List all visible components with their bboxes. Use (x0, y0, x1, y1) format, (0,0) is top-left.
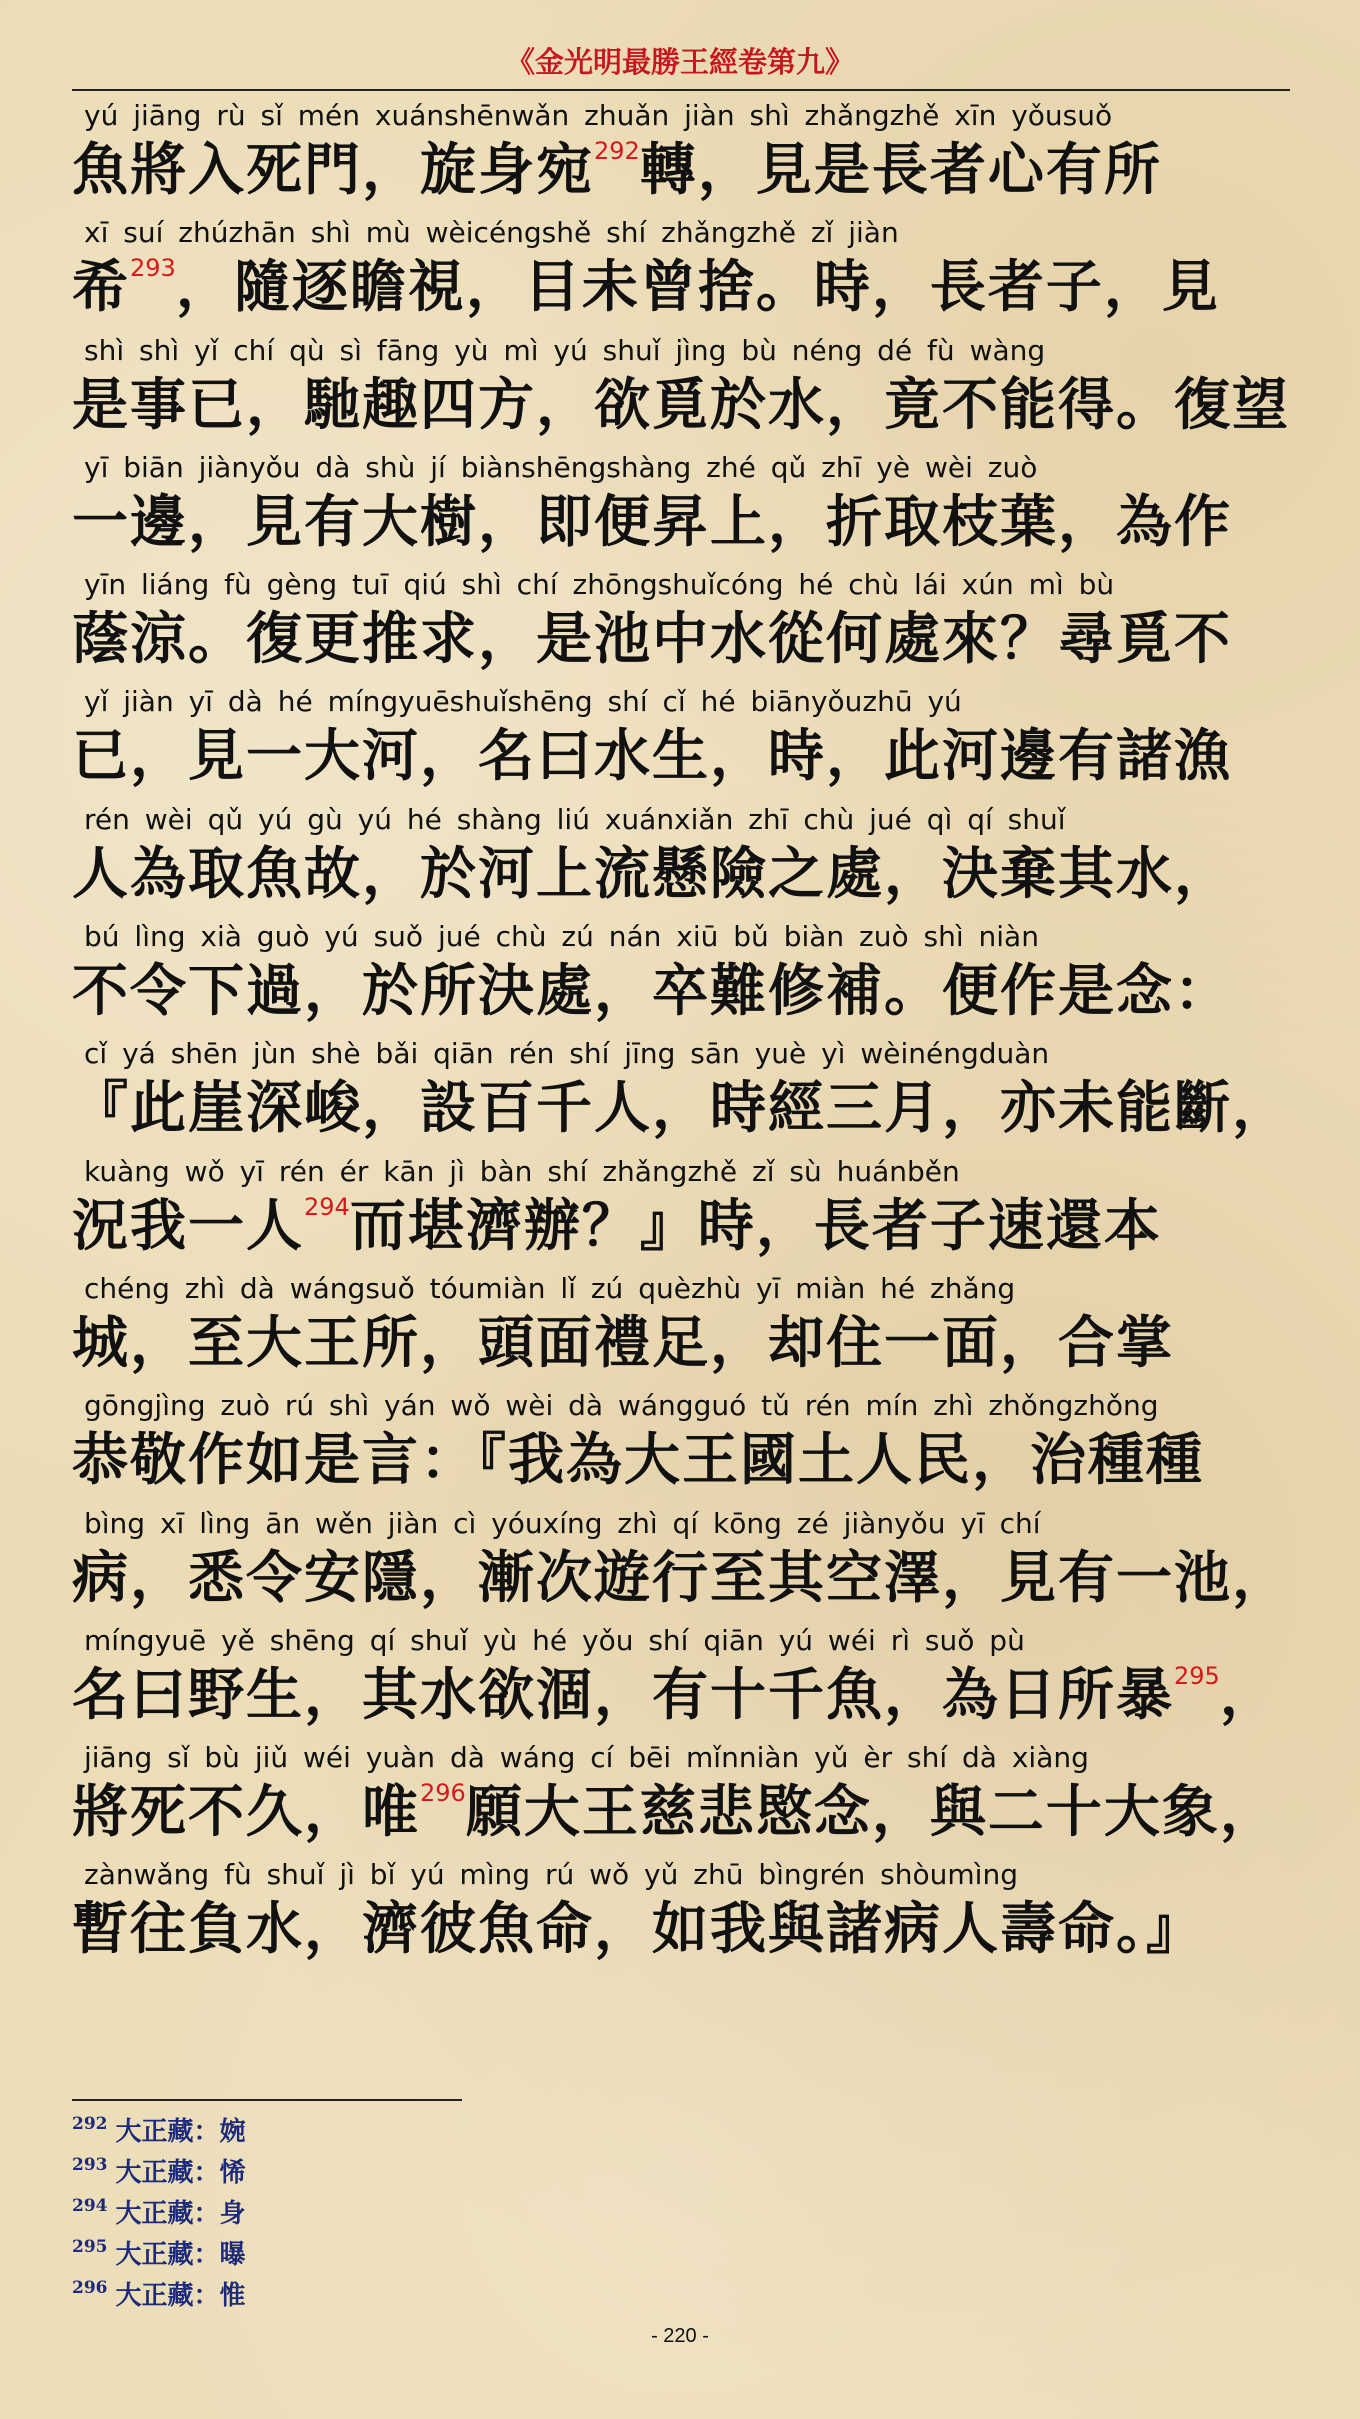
chinese-text: 不令下過，於所決處，卒難修補。便作是念： (72, 959, 1232, 1025)
footnote-item (72, 2112, 246, 2153)
footnote-item (72, 2153, 246, 2194)
text-line (72, 1269, 1312, 1386)
text-line (72, 213, 1312, 330)
chinese-text: 希 (72, 255, 130, 321)
chinese-line (72, 722, 1312, 792)
footnote-text: 大正藏：悕 (115, 2158, 246, 2188)
footnote-item (72, 2194, 246, 2235)
chinese-text: 已，見一大河，名曰水生，時，此河邊有諸漁 (72, 724, 1232, 790)
footnote-text: 大正藏：身 (115, 2199, 246, 2229)
chinese-text: 恭敬作如是言：『我為大王國土人民，治種種 (72, 1428, 1204, 1494)
chinese-text: 魚將入死門，旋身宛 (72, 138, 594, 203)
page-number: - 220 - (651, 2325, 709, 2347)
chinese-line (72, 1778, 1312, 1848)
text-line (72, 800, 1312, 917)
chinese-line (72, 1426, 1312, 1496)
chinese-text: 『此崖深峻，設百千人，時經三月，亦未能斷， (72, 1076, 1290, 1142)
text-line (72, 448, 1312, 565)
chinese-line (72, 1074, 1312, 1144)
text-line (72, 1855, 1312, 1972)
text-line (72, 96, 1312, 213)
footnote-number: 295 (72, 2237, 108, 2257)
chinese-text: 轉，見是長者心有所 (639, 138, 1162, 203)
chinese-line (72, 371, 1312, 441)
footnote-ref[interactable]: 296 (420, 1779, 466, 1808)
pinyin-line: cǐ yá shēn jùn shè bǎi qiān rén shí jīng sān yuè yì wèinéngduàn (84, 1037, 1050, 1071)
pinyin-line: rén wèi qǔ yú gù yú hé shàng liú xuánxiǎn zhī chù jué qì qí shuǐ (84, 802, 1066, 836)
footnote-divider (72, 2099, 462, 2101)
pinyin-line: gōngjìng zuò rú shì yán wǒ wèi dà wángguó tǔ rén mín zhì zhǒngzhǒng (84, 1389, 1159, 1423)
text-line (72, 1738, 1312, 1855)
chinese-line (72, 1544, 1312, 1614)
text-line (72, 682, 1312, 799)
chinese-text: 名曰野生，其水欲涸，有十千魚，為日所暴 (72, 1662, 1174, 1728)
pinyin-line: kuàng wǒ yī rén ér kān jì bàn shí zhǎngzhě zǐ sù huánběn (84, 1154, 960, 1188)
pinyin-line: shì shì yǐ chí qù sì fāng yù mì yú shuǐ jìng bù néng dé fù wàng (84, 333, 1046, 367)
chinese-text: 人為取魚故，於河上流懸險之處，決棄其水， (72, 841, 1232, 907)
footnote-ref[interactable]: 293 (130, 254, 176, 283)
chinese-line (72, 1895, 1312, 1965)
text-line (72, 917, 1312, 1034)
chinese-line (72, 1192, 1312, 1262)
footnote-item (72, 2235, 246, 2276)
footnotes (72, 2112, 246, 2317)
scripture-title: 《金光明最勝王經卷第九》 (505, 45, 854, 79)
text-line (72, 565, 1312, 682)
footnote-number: 294 (72, 2196, 108, 2216)
header-divider (72, 89, 1290, 91)
chinese-text: 是事已，馳趣四方，欲覓於水，竟不能得。復望 (72, 372, 1290, 438)
chinese-line (72, 1309, 1312, 1379)
text-line (72, 1504, 1312, 1621)
footnote-text: 大正藏：曝 (115, 2240, 246, 2270)
footnote-number: 296 (72, 2278, 108, 2298)
chinese-text: ， (1219, 1662, 1278, 1728)
chinese-line (72, 840, 1312, 910)
chinese-text: 病，悉令安隱，漸次遊行至其空澤，見有一池， (72, 1545, 1290, 1611)
scripture-text (72, 96, 1312, 1973)
pinyin-line: yīn liáng fù gèng tuī qiú shì chí zhōngshuǐcóng hé chù lái xún mì bù (84, 568, 1115, 602)
footnote-ref[interactable]: 294 (304, 1192, 350, 1221)
text-line (72, 1386, 1312, 1503)
pinyin-line: xī suí zhúzhān shì mù wèicéngshě shí zhǎngzhě zǐ jiàn (84, 216, 899, 250)
chinese-line (72, 136, 1312, 206)
chinese-line (72, 1661, 1312, 1731)
chinese-text: 而堪濟辦？』時，長者子速還本 (349, 1193, 1162, 1259)
pinyin-line: yī biān jiànyǒu dà shù jí biànshēngshàng zhé qǔ zhī yè wèi zuò (84, 450, 1038, 484)
pinyin-line: bú lìng xià guò yú suǒ jué chù zú nán xiū bǔ biàn zuò shì niàn (84, 920, 1039, 954)
text-line (72, 331, 1312, 448)
chinese-text: 蔭涼。復更推求，是池中水從何處來？尋覓不 (72, 607, 1232, 673)
chinese-line (72, 605, 1312, 675)
footnote-item (72, 2276, 246, 2317)
pinyin-line: bìng xī lìng ān wěn jiàn cì yóuxíng zhì qí kōng zé jiànyǒu yī chí (84, 1506, 1041, 1540)
chinese-line (72, 488, 1312, 558)
pinyin-line: zànwǎng fù shuǐ jì bǐ yú mìng rú wǒ yǔ zhū bìngrén shòumìng (84, 1858, 1018, 1892)
chinese-text: 將死不久，唯 (72, 1780, 420, 1846)
text-line (72, 1034, 1312, 1151)
chinese-line (72, 957, 1312, 1027)
footnote-number: 293 (72, 2155, 108, 2175)
text-line (72, 1621, 1312, 1738)
chinese-text: 暫往負水，濟彼魚命，如我與諸病人壽命。』 (72, 1897, 1204, 1963)
chinese-text: 城，至大王所，頭面禮足，却住一面，合掌 (72, 1310, 1174, 1376)
pinyin-line: jiāng sǐ bù jiǔ wéi yuàn dà wáng cí bēi mǐnniàn yǔ èr shí dà xiàng (84, 1741, 1089, 1775)
pinyin-line: míngyuē yě shēng qí shuǐ yù hé yǒu shí qiān yú wéi rì suǒ pù (84, 1623, 1025, 1657)
footnote-text: 大正藏：婉 (115, 2117, 246, 2147)
chinese-text: ，隨逐瞻視，目未曾捨。時，長者子，見 (175, 255, 1220, 321)
footnote-ref[interactable]: 292 (594, 137, 640, 165)
pinyin-line: yǐ jiàn yī dà hé míngyuēshuǐshēng shí cǐ hé biānyǒuzhū yú (84, 685, 962, 719)
text-line (72, 1152, 1312, 1269)
chinese-text: 況我一人 (72, 1193, 304, 1259)
chinese-line (72, 253, 1312, 323)
chinese-text: 一邊，見有大樹，即便昇上，折取枝葉，為作 (72, 489, 1232, 555)
pinyin-line: yú jiāng rù sǐ mén xuánshēnwǎn zhuǎn jiàn shì zhǎngzhě xīn yǒusuǒ (84, 99, 1113, 132)
footnote-number: 292 (72, 2114, 108, 2134)
footnote-text: 大正藏：惟 (115, 2281, 246, 2311)
footnote-ref[interactable]: 295 (1174, 1661, 1220, 1690)
pinyin-line: chéng zhì dà wángsuǒ tóumiàn lǐ zú quèzhù yī miàn hé zhǎng (84, 1271, 1016, 1305)
chinese-text: 願大王慈悲愍念，與二十大象， (465, 1780, 1278, 1846)
